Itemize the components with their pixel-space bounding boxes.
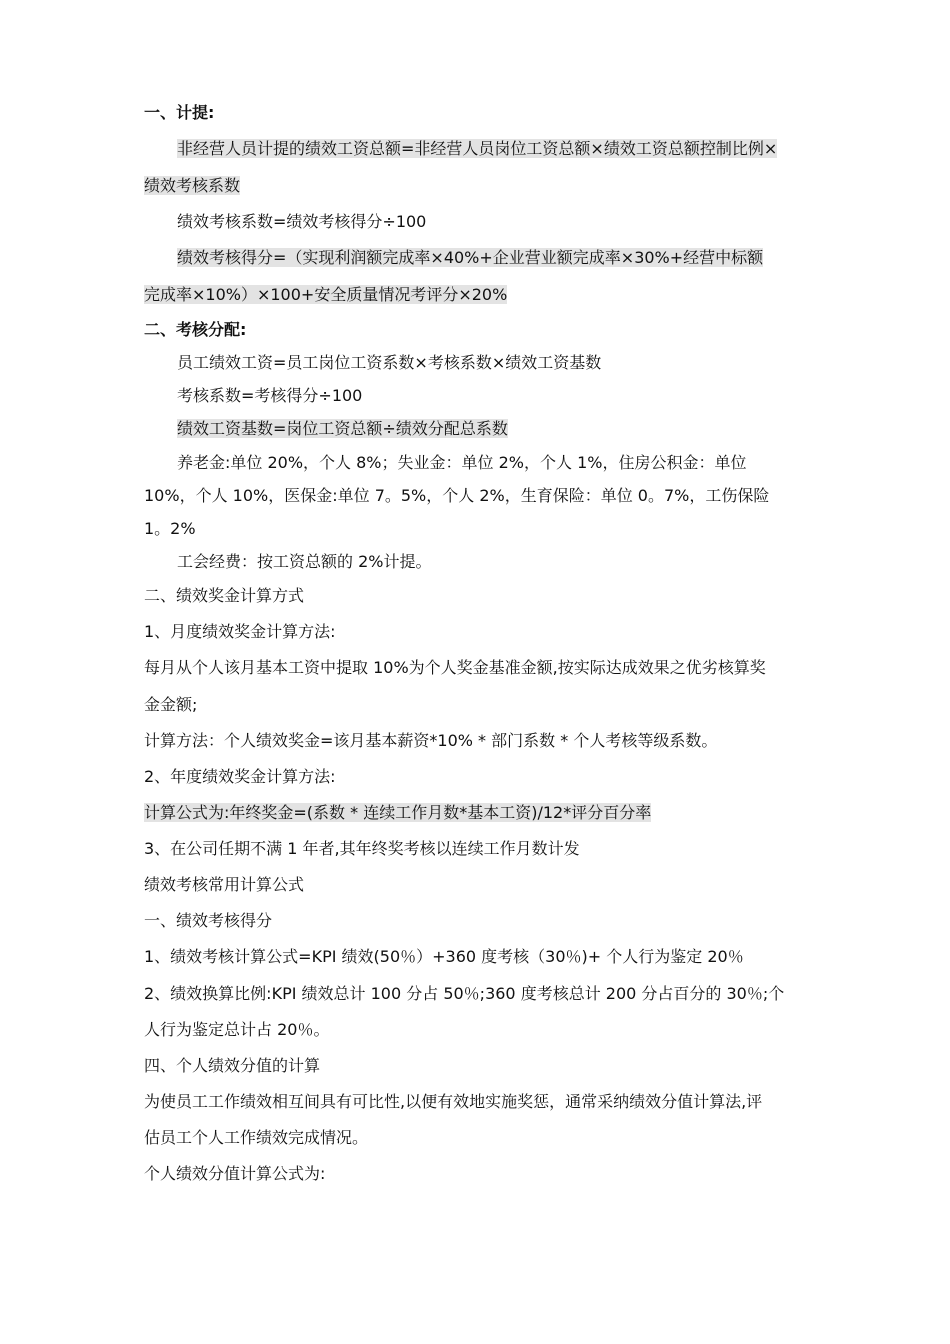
paragraph-line: 人行为鉴定总计占 20％。 (144, 1020, 330, 1039)
highlighted-text: 非经营人员计提的绩效工资总额=非经营人员岗位工资总额×绩效工资总额控制比例× (177, 139, 778, 158)
paragraph-line: 个人绩效分值计算公式为: (144, 1164, 326, 1183)
formula-line (177, 418, 508, 440)
formula-line (177, 138, 777, 160)
heading-allocation: 二、考核分配: (144, 320, 247, 339)
highlighted-text: 绩效考核得分=（实现利润额完成率×40%+企业营业额完成率×30%+经营中标额 (177, 248, 764, 267)
formula-line (177, 247, 763, 269)
paragraph-line: 工会经费：按工资总额的 2%计提。 (177, 552, 432, 571)
paragraph-line: 1。2% (144, 519, 196, 538)
paragraph-line: 计算方法：个人绩效奖金=该月基本薪资*10% * 部门系数 * 个人考核等级系数。 (144, 731, 718, 750)
highlighted-text: 绩效考核系数 (144, 176, 241, 195)
paragraph-line: 每月从个人该月基本工资中提取 10%为个人奖金基准金额,按实际达成效果之优劣核算奖 (144, 658, 766, 677)
paragraph-line: 3、在公司任期不满 1 年者,其年终奖考核以连续工作月数计发 (144, 839, 580, 858)
paragraph-line: 为使员工工作绩效相互间具有可比性,以便有效地实施奖惩，通常采纳绩效分值计算法,评 (144, 1092, 763, 1111)
formula-line: 考核系数=考核得分÷100 (177, 386, 363, 405)
paragraph-line: 2、绩效换算比例:KPI 绩效总计 100 分占 50％;360 度考核总计 200 分占百分的 30％;个 (144, 984, 785, 1003)
section-heading: 一、绩效考核得分 (144, 911, 273, 930)
paragraph-line: 金金额; (144, 695, 198, 714)
paragraph-line: 养老金:单位 20%，个人 8%；失业金：单位 2%，个人 1%，住房公积金：单位 (177, 453, 747, 472)
section-heading: 四、个人绩效分值的计算 (144, 1056, 321, 1075)
highlighted-text: 计算公式为:年终奖金=(系数 * 连续工作月数*基本工资)/12*评分百分率 (144, 803, 652, 822)
formula-line (144, 284, 507, 306)
subsection-heading: 2、年度绩效奖金计算方法: (144, 767, 336, 786)
section-heading: 二、绩效奖金计算方式 (144, 586, 305, 605)
highlighted-text: 完成率×10%）×100+安全质量情况考评分×20% (144, 285, 508, 304)
paragraph-line: 1、绩效考核计算公式=KPI 绩效(50％）+360 度考核（30％)+ 个人行为鉴定 20％ (144, 947, 744, 966)
subsection-heading: 1、月度绩效奖金计算方法: (144, 622, 336, 641)
section-heading: 绩效考核常用计算公式 (144, 875, 305, 894)
formula-line: 员工绩效工资=员工岗位工资系数×考核系数×绩效工资基数 (177, 353, 602, 372)
formula-line (144, 802, 651, 824)
highlighted-text: 绩效工资基数=岗位工资总额÷绩效分配总系数 (177, 419, 508, 438)
paragraph-line: 估员工个人工作绩效完成情况。 (144, 1128, 369, 1147)
paragraph-line: 10%，个人 10%，医保金:单位 7。5%，个人 2%，生育保险：单位 0。7%，工伤保险 (144, 486, 770, 505)
formula-line: 绩效考核系数=绩效考核得分÷100 (177, 212, 427, 231)
formula-line (144, 175, 240, 197)
heading-accrual: 一、计提: (144, 103, 215, 122)
